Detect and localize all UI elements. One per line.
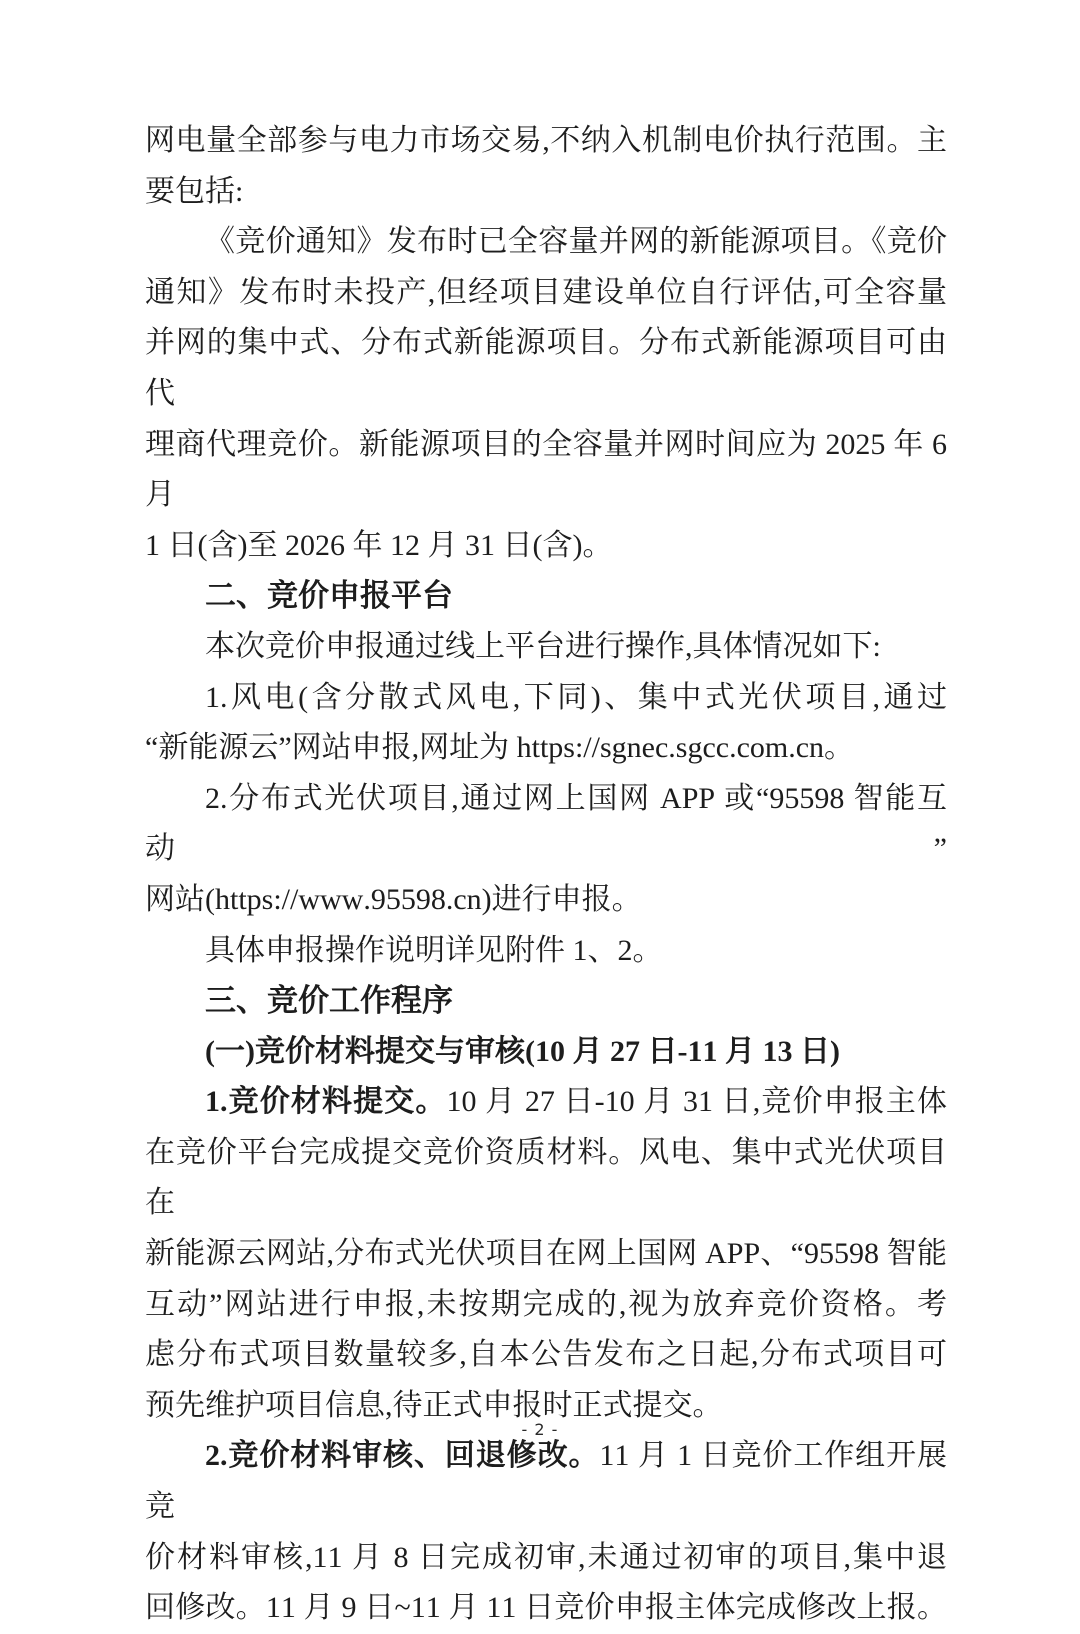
text-line: 新能源云网站,分布式光伏项目在网上国网 APP、“95598 智能 (145, 1237, 947, 1271)
text-line: 互动”网站进行申报,未按期完成的,视为放弃竞价资格。考 (145, 1287, 947, 1321)
text-line: 《竞价通知》发布时已全容量并网的新能源项目。《竞价 (205, 225, 947, 259)
text-line: 通知》发布时未投产,但经项目建设单位自行评估,可全容量 (145, 275, 947, 309)
line-rest: 10 月 27 日-10 月 31 日,竞价申报主体 (446, 1085, 947, 1119)
text-line: 网站(https://www.95598.cn)进行申报。 (145, 882, 642, 916)
subsection-heading: (一)竞价材料提交与审核(10 月 27 日-11 月 13 日) (205, 1034, 840, 1068)
line-rest: 11 月 1 日竞价工作组开展竞 (145, 1439, 948, 1524)
document-body (145, 116, 947, 1634)
text-line: 虑分布式项目数量较多,自本公告发布之日起,分布式项目可 (145, 1338, 947, 1372)
text-line: 具体申报操作说明详见附件 1、2。 (205, 933, 663, 967)
page-number: - 2 - (521, 1420, 559, 1439)
text-line (145, 1077, 947, 1128)
text-line (145, 1431, 947, 1532)
bold-lead: 1.竞价材料提交。 (205, 1085, 447, 1119)
text-line: 网电量全部参与电力市场交易,不纳入机制电价执行范围。主 (145, 124, 947, 157)
text-line: 1 日(含)至 2026 年 12 月 31 日(含)。 (145, 528, 613, 562)
text-line: 理商代理竞价。新能源项目的全容量并网时间应为 2025 年 6 月 (145, 427, 947, 512)
text-line: 1.风电(含分散式风电,下同)、集中式光伏项目,通过 (205, 680, 947, 714)
section-heading-2: 二、竞价申报平台 (205, 578, 453, 614)
text-line: 要包括: (145, 174, 244, 208)
text-line: 并网的集中式、分布式新能源项目。分布式新能源项目可由代 (145, 326, 947, 410)
text-line: 在竞价平台完成提交竞价资质材料。风电、集中式光伏项目在 (145, 1135, 947, 1220)
page-footer (0, 1420, 1080, 1439)
text-line: “新能源云”网站申报,网址为 https://sgnec.sgcc.com.cn。 (145, 731, 855, 765)
text-line: 本次竞价申报通过线上平台进行操作,具体情况如下: (205, 629, 881, 663)
text-line: 2.分布式光伏项目,通过网上国网 APP 或“95598 智能互动” (145, 781, 947, 866)
text-line: 回修改。11 月 9 日~11 月 11 日竞价申报主体完成修改上报。 (145, 1591, 947, 1625)
bold-lead: 2.竞价材料审核、回退修改。 (205, 1439, 600, 1473)
text-line: 价材料审核,11 月 8 日完成初审,未通过初审的项目,集中退 (145, 1540, 947, 1574)
section-heading-3: 三、竞价工作程序 (205, 983, 453, 1019)
text-line: 预先维护项目信息,待正式申报时正式提交。 (145, 1388, 723, 1422)
